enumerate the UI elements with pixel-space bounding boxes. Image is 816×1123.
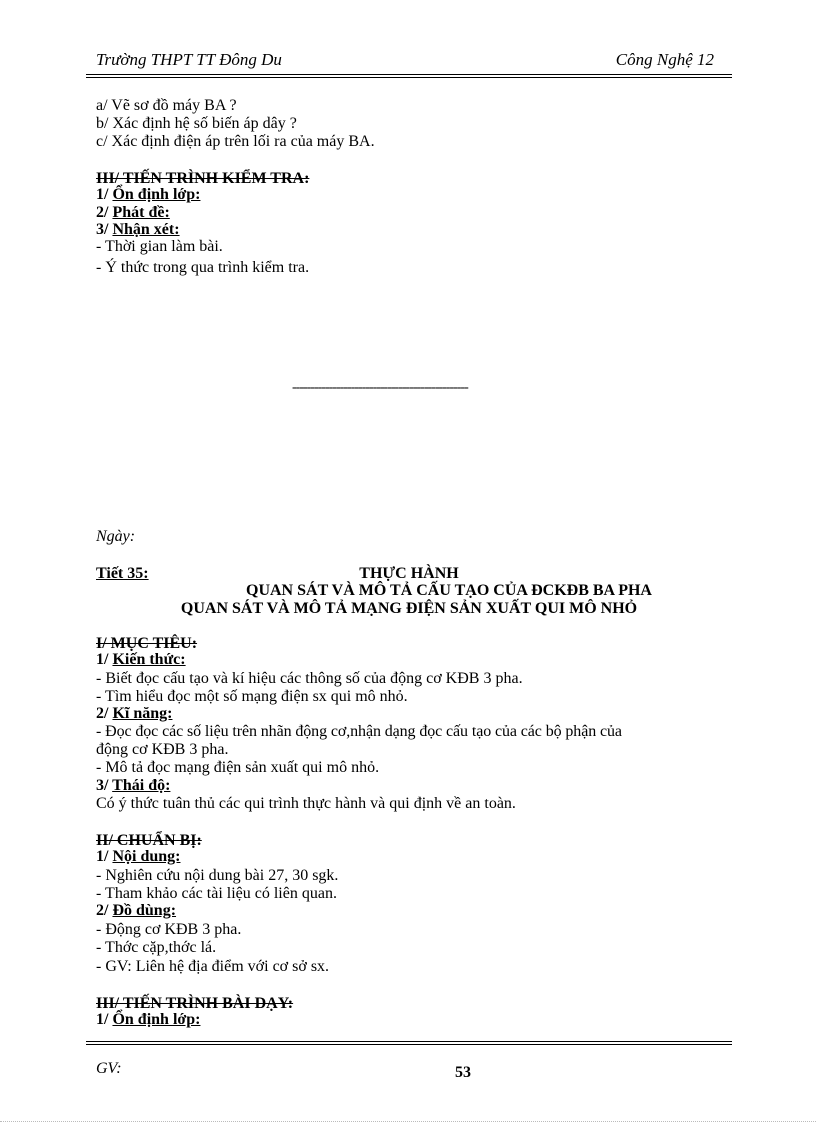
footer-rule [86,1041,732,1045]
content-item-1: - Nghiên cứu nội dung bài 27, 30 sgk. [96,867,339,884]
tools-item-2: - Thớc cặp,thớc lá. [96,939,217,956]
remark-attitude: - Ý thức trong qua trình kiểm tra. [96,259,310,276]
tools-item-1: - Động cơ KĐB 3 pha. [96,921,242,938]
skills-heading: 2/ Kĩ năng: [96,705,173,722]
section-separator: ------------------------------------------------ [292,380,468,395]
tools-item-3: - GV: Liên hệ địa điểm với cơ sở sx. [96,958,330,975]
header-rule [86,74,732,78]
skills-item-1: - Đọc đọc các số liệu trên nhãn động cơ,nhận dạng đọc cấu tạo của các bộ phận của [96,723,622,740]
test-step-1: 1/ Ổn định lớp: [96,186,201,203]
page-number: 53 [455,1064,471,1081]
date-label: Ngày: [96,528,136,545]
question-b: b/ Xác định hệ số biến áp dây ? [96,115,297,132]
lesson-period: Tiết 35: [96,565,149,582]
knowledge-item-1: - Biết đọc cấu tạo và kí hiệu các thông số của động cơ KĐB 3 pha. [96,670,523,687]
lesson-title-2: QUAN SÁT VÀ MÔ TẢ CẤU TẠO CỦA ĐCKĐB BA PHA [246,582,652,599]
content-heading: 1/ Nội dung: [96,848,181,865]
skills-item-2: động cơ KĐB 3 pha. [96,741,229,758]
page-edge [0,1121,816,1122]
lesson-process-heading: III/ TIẾN TRÌNH BÀI DẠY: [96,995,294,1012]
lesson-title-1: THỰC HÀNH [359,565,459,582]
content-item-2: - Tham khảo các tài liệu có liên quan. [96,885,337,902]
remark-time: - Thời gian làm bài. [96,238,223,255]
question-c: c/ Xác định điện áp trên lối ra của máy BA. [96,133,375,150]
test-step-2: 2/ Phát đề: [96,204,170,221]
attitude-item: Có ý thức tuân thủ các qui trình thực hành và qui định về an toàn. [96,795,516,812]
preparation-heading: II/ CHUẨN BỊ: [96,832,202,849]
header-subject: Công Nghệ 12 [615,50,714,69]
test-step-3: 3/ Nhận xét: [96,221,180,238]
test-process-heading: III/ TIẾN TRÌNH KIỂM TRA: [96,170,310,187]
footer-teacher: GV: [96,1060,122,1077]
knowledge-heading: 1/ Kiến thức: [96,651,186,668]
attitude-heading: 3/ Thái độ: [96,777,171,794]
header-school: Trường THPT TT Đông Du [96,50,282,69]
objectives-heading: I/ MỤC TIÊU: [96,635,198,652]
question-a: a/ Vẽ sơ đồ máy BA ? [96,97,237,114]
tools-heading: 2/ Đồ dùng: [96,902,177,919]
lesson-step-1: 1/ Ổn định lớp: [96,1011,201,1028]
skills-item-3: - Mô tả đọc mạng điện sản xuất qui mô nhỏ. [96,759,380,776]
lesson-title-3: QUAN SÁT VÀ MÔ TẢ MẠNG ĐIỆN SẢN XUẤT QUI MÔ NHỎ [180,600,638,617]
knowledge-item-2: - Tìm hiểu đọc một số mạng điện sx qui mô nhỏ. [96,688,408,705]
